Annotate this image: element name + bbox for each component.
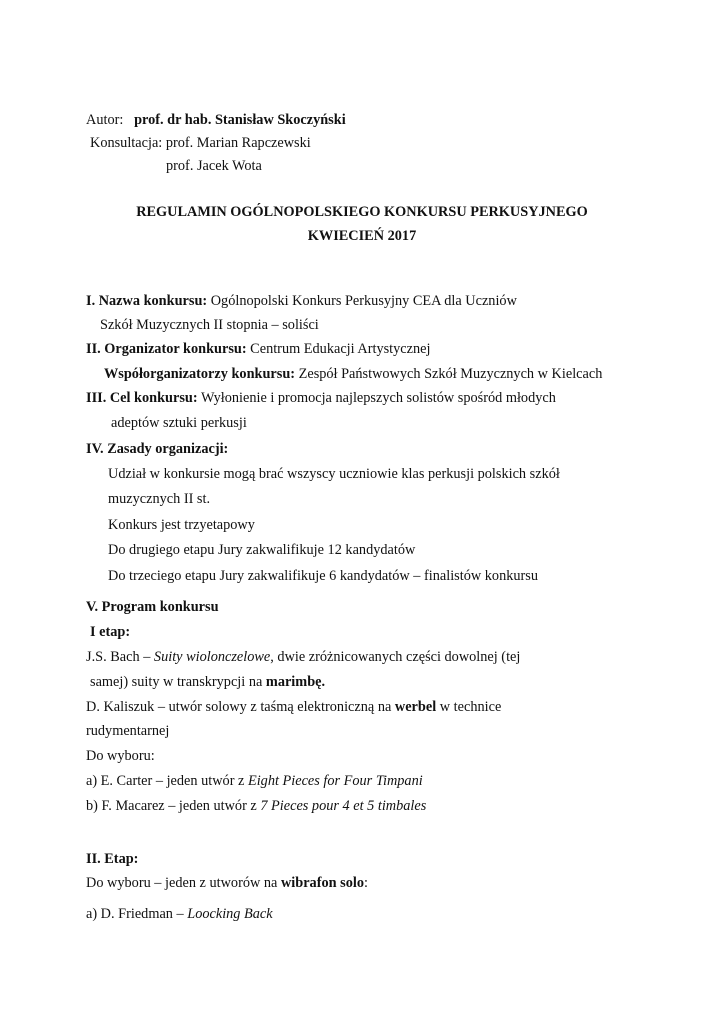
section-2-line1 [86,340,430,358]
bach-line1 [86,648,520,666]
stage-1-text: I etap: [90,624,131,640]
author-label: Autor: [86,112,124,128]
macarez-text: b) F. Macarez – jeden utwór z [86,798,261,814]
stage-2-text: II. Etap: [86,851,139,867]
friedman-text: a) D. Friedman – [86,906,188,922]
choice-label: Do wyboru: [86,748,155,764]
kaliszuk-line1 [86,698,501,716]
stage-2-choice-line [86,874,368,892]
document-title-line1 [0,203,724,221]
consultant-1: prof. Marian Rapczewski [165,135,311,151]
section-4-heading-text: IV. Zasady organizacji: [86,441,229,457]
section-3-line1 [86,389,556,407]
section-4-heading [86,440,228,458]
section-5-heading [86,598,219,616]
section-3-heading: III. Cel konkursu: [86,390,198,406]
friedman-title: Loocking Back [187,906,273,922]
section-4-line5: Do trzeciego etapu Jury zakwalifikuje 6 kandydatów – finalistów konkursu [108,568,538,584]
bach-title: Suity wiolonczelowe [153,649,271,665]
section-4-line3: Konkurs jest trzyetapowy [108,517,255,533]
author-line [86,111,346,129]
section-2-coorganizers [104,365,602,383]
section-3-line2: adeptów sztuki perkusji [111,415,247,431]
section-1-heading: I. Nazwa konkursu: [86,293,208,309]
title-text-1: REGULAMIN OGÓLNOPOLSKIEGO KONKURSU PERKUSYJNEGO [136,204,588,220]
kaliszuk-line2: rudymentarnej [86,723,170,739]
bach-composer: J.S. Bach – [86,649,154,665]
consultant-2: prof. Jacek Wota [166,158,262,174]
section-4-line4: Do drugiego etapu Jury zakwalifikuje 12 kandydatów [108,542,416,558]
bach-instrument: marimbę. [265,674,326,690]
carter-line [86,772,423,790]
friedman-line [86,905,273,923]
kaliszuk-text: D. Kaliszuk – utwór solowy z taśmą elektroniczną na [86,699,395,715]
consultation-line [90,134,311,152]
macarez-line [86,797,426,815]
kaliszuk-instrument: werbel [394,699,437,715]
section-2-heading: II. Organizator konkursu: [86,341,247,357]
carter-text: a) E. Carter – jeden utwór z [86,773,248,789]
carter-title: Eight Pieces for Four Timpani [247,773,423,789]
kaliszuk-text2: w technice [436,699,502,715]
stage-2-colon: : [363,875,368,891]
stage-2-choice-text: Do wyboru – jeden z utworów na [86,875,281,891]
consultation-label: Konsultacja: [90,135,163,151]
bach-text: , dwie zróżnicowanych części dowolnej (tej [270,649,521,665]
author-name: prof. dr hab. Stanisław Skoczyński [134,112,346,128]
coorganizers-text: Zespół Państwowych Szkół Muzycznych w Kielcach [295,366,603,382]
title-text-2: KWIECIEŃ 2017 [307,228,417,244]
bach-line2 [90,673,325,691]
section-2-text: Centrum Edukacji Artystycznej [246,341,431,357]
stage-1-heading [90,623,130,641]
stage-2-instrument: wibrafon solo [280,875,364,891]
stage-2-heading [86,850,138,868]
document-title-line2 [0,227,724,245]
coorganizers-heading: Współorganizatorzy konkursu: [104,366,296,382]
section-3-text1: Wyłonienie i promocja najlepszych solistów spośród młodych [197,390,556,406]
section-1-line1 [86,292,517,310]
section-5-heading-text: V. Program konkursu [86,599,219,615]
section-4-line2: muzycznych II st. [108,491,211,507]
bach-text2: samej) suity w transkrypcji na [90,674,266,690]
section-1-text1: Ogólnopolski Konkurs Perkusyjny CEA dla Uczniów [207,293,517,309]
section-4-line1: Udział w konkursie mogą brać wszyscy uczniowie klas perkusji polskich szkół [108,466,560,482]
macarez-title: 7 Pieces pour 4 et 5 timbales [260,798,427,814]
section-1-line2: Szkół Muzycznych II stopnia – soliści [100,317,319,333]
